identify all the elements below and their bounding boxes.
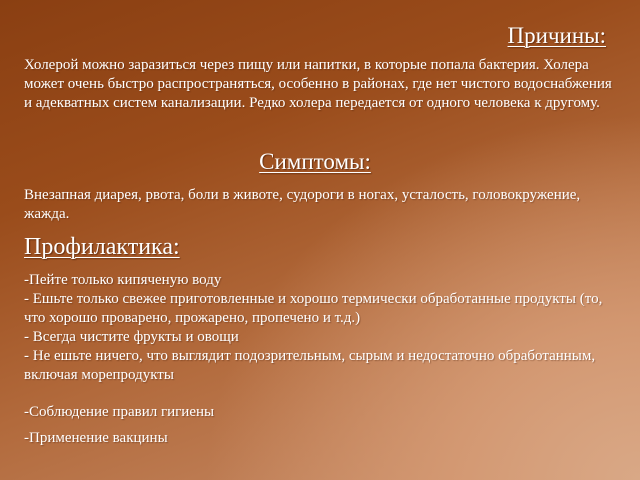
causes-text: Холерой можно заразиться через пищу или напитки, в которые попала бактерия. Холера может очень быстро распространяться, особенно в районах, где нет чистого водоснабжения и адекватных систем канализации. Редко холера передается от одного человека к другому. xyxy=(24,57,612,111)
prevention-list xyxy=(24,271,614,385)
prevention-item-avoid-raw: - Не ешьте ничего, что выглядит подозрительным, сырым и недостаточно обработанным, включая морепродукты xyxy=(24,348,596,383)
prevention-item-boiled-water: -Пейте только кипяченую воду xyxy=(24,272,222,288)
prevention-vaccine: -Применение вакцины xyxy=(24,430,168,446)
prevention-heading: Профилактика: xyxy=(24,234,180,260)
symptoms-heading: Симптомы: xyxy=(259,149,371,174)
causes-heading: Причины: xyxy=(507,23,606,48)
prevention-item-cooked-food: - Ешьте только свежее приготовленные и хорошо термически обработанные продукты (то, что хорошо проварено, прожарено, пропечено и т.д.) xyxy=(24,291,603,326)
prevention-hygiene: -Соблюдение правил гигиены xyxy=(24,404,215,420)
prevention-item-peel-produce: - Всегда чистите фрукты и овощи xyxy=(24,329,239,345)
symptoms-text: Внезапная диарея, рвота, боли в животе, судороги в ногах, усталость, головокружение, жажда. xyxy=(24,187,581,222)
